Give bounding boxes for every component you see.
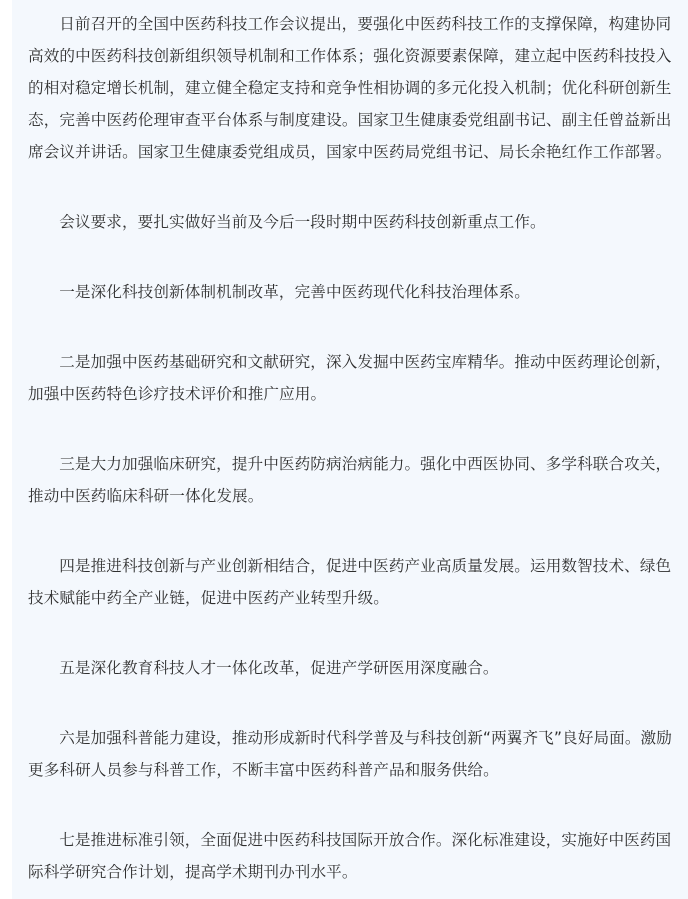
paragraph-point-1: 一是深化科技创新体制机制改革，完善中医药现代化科技治理体系。 [59,283,531,301]
article-body [12,0,688,899]
paragraph-point-5: 五是深化教育科技人才一体化改革，促进产学研医用深度融合。 [59,659,499,677]
paragraph-point-3: 三是大力加强临床研究，提升中医药防病治病能力。强化中西医协同、多学科联合攻关，推动中医药临床科研一体化发展。 [28,455,672,505]
paragraph-point-6: 六是加强科普能力建设，推动形成新时代科学普及与科技创新“两翼齐飞”良好局面。激励更多科研人员参与科普工作，不断丰富中医药科普产品和服务供给。 [28,729,672,779]
paragraph-requirements: 会议要求，要扎实做好当前及今后一段时期中医药科技创新重点工作。 [59,213,546,231]
paragraph-intro: 日前召开的全国中医药科技工作会议提出，要强化中医药科技工作的支撑保障，构建协同高效的中医药科技创新组织领导机制和工作体系；强化资源要素保障，建立起中医药科技投入的相对稳定增长机制，建立健全稳定支持和竞争性相协调的多元化投入机制；优化科研创新生态，完善中医药伦理审查平台体系与制度建设。国家卫生健康委党组副书记、副主任曾益新出席会议并讲话。国家卫生健康委党组成员，国家中医药局党组书记、局长余艳红作工作部署。 [28,15,672,161]
paragraph-point-4: 四是推进科技创新与产业创新相结合，促进中医药产业高质量发展。运用数智技术、绿色技术赋能中药全产业链，促进中医药产业转型升级。 [28,557,672,607]
paragraph-point-2: 二是加强中医药基础研究和文献研究，深入发掘中医药宝库精华。推动中医药理论创新，加强中医药特色诊疗技术评价和推广应用。 [28,353,672,403]
paragraph-point-7: 七是推进标准引领，全面促进中医药科技国际开放合作。深化标准建设，实施好中医药国际科学研究合作计划，提高学术期刊办刊水平。 [28,831,672,881]
